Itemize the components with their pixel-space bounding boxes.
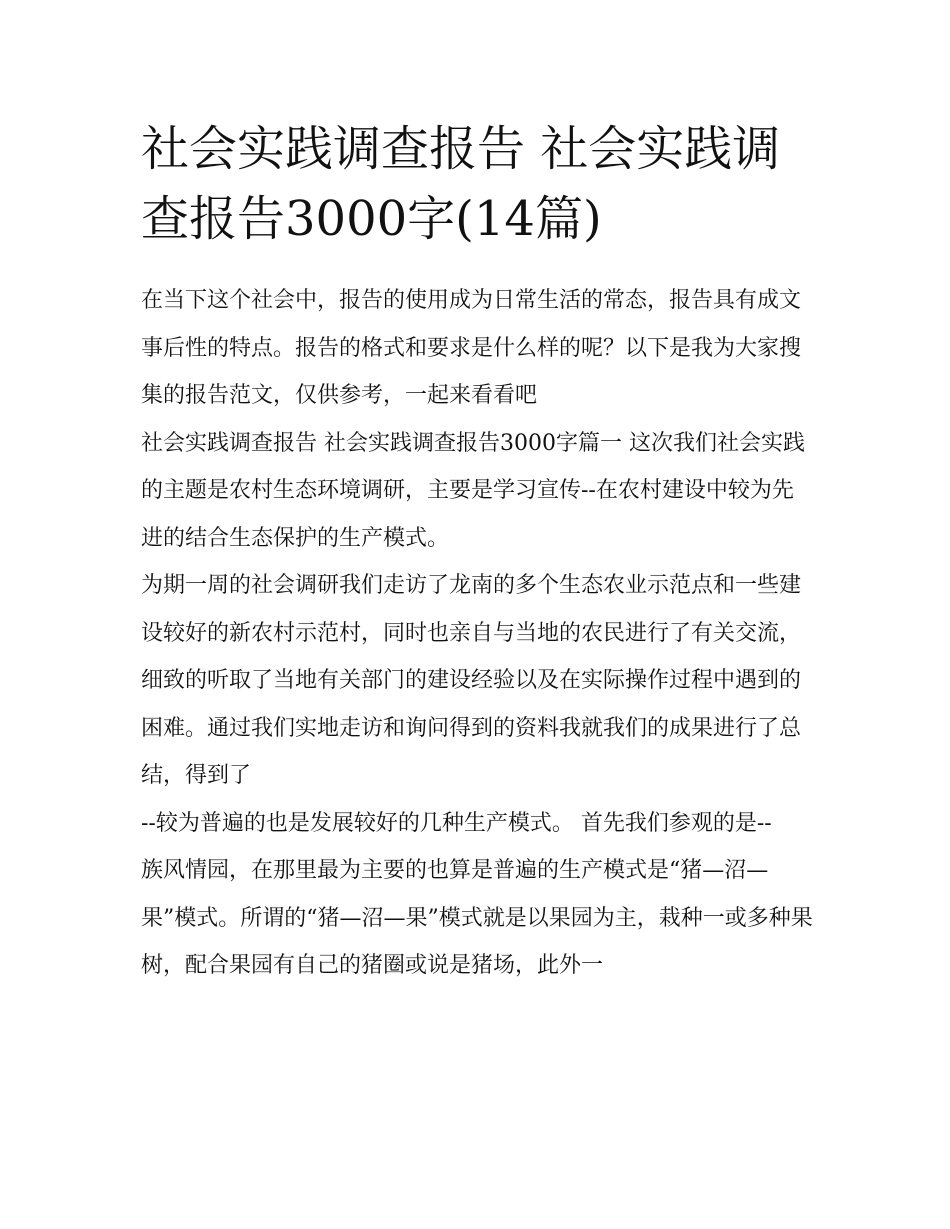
paragraph-intro: 在当下这个社会中，报告的使用成为日常生活的常态，报告具有成文事后性的特点。报告的格式和要求是什么样的呢？以下是我为大家搜集的报告范文，仅供参考，一起来看看吧 [141,288,802,408]
paragraph-article-one: 社会实践调查报告 社会实践调查报告3000字篇一 这次我们社会实践的主题是农村生态环境调研，主要是学习宣传--在农村建设中较为先进的结合生态保护的生产模式。 [141,430,805,551]
paragraph-pig-biogas-fruit: 族风情园，在那里最为主要的也算是普遍的生产模式是“猪—沼—果”模式。所谓的“猪—沼—果”模式就是以果园为主，栽种一或多种果树，配合果园有自己的猪圈或说是猪场，此外一 [141,858,813,978]
paragraph-survey: 为期一周的社会调研我们走访了龙南的多个生态农业示范点和一些建设较好的新农村示范村，同时也亲自与当地的农民进行了有关交流，细致的听取了当地有关部门的建设经验以及在实际操作过程中遇到的困难。通过我们实地走访和询问得到的资料我就我们的成果进行了总结，得到了 [141,573,802,788]
document-title: 社会实践调查报告 社会实践调查报告3000字(14篇) [141,121,781,247]
document-body [141,277,813,990]
paragraph-modes: --较为普遍的也是发展较好的几种生产模式。 首先我们参观的是-- [141,810,772,836]
